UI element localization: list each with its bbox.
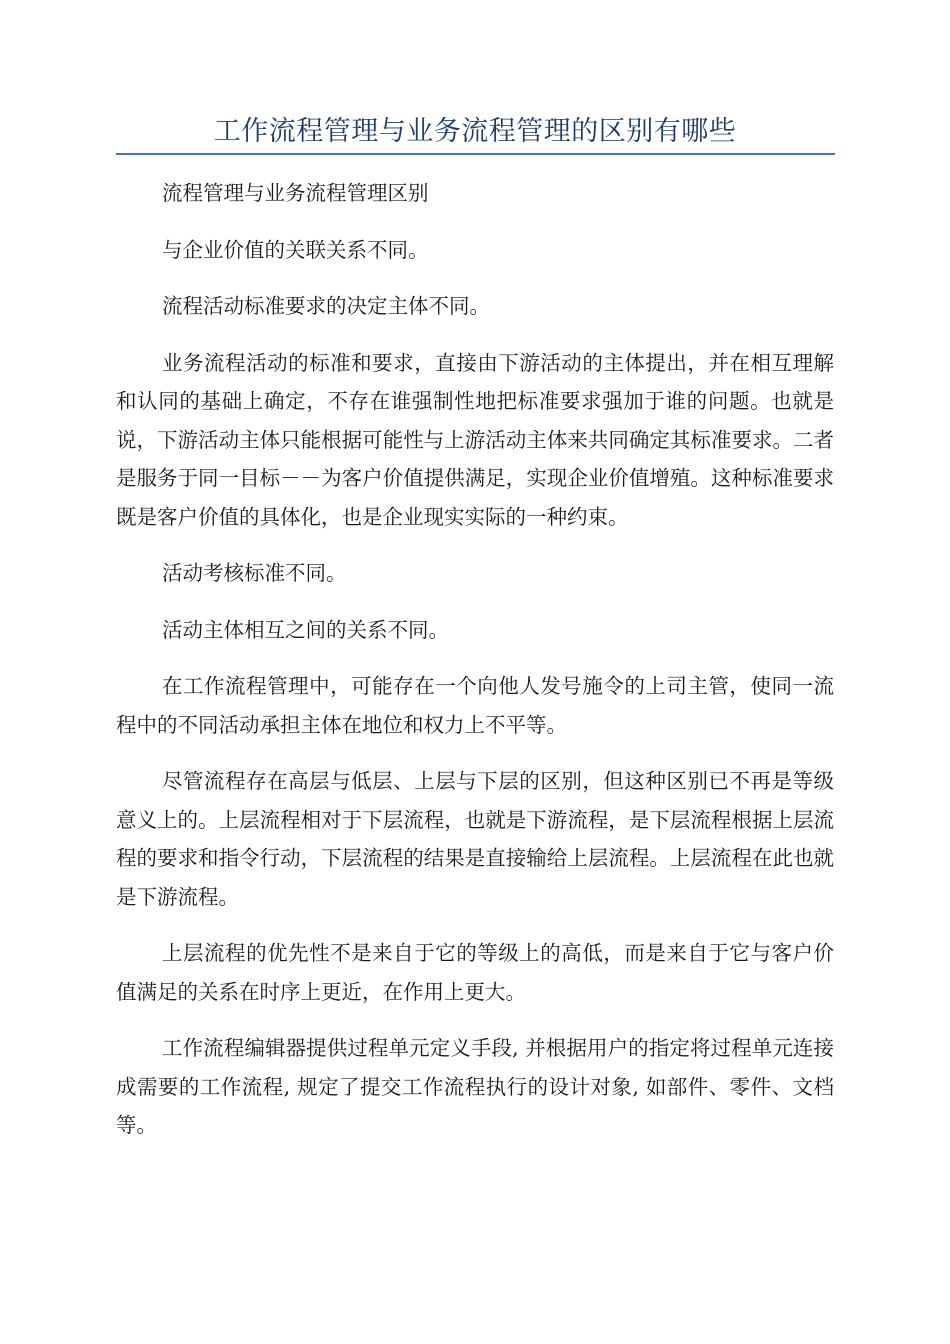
- paragraph: 活动主体相互之间的关系不同。: [162, 617, 449, 642]
- paragraph: 在工作流程管理中，可能存在一个向他人发号施令的上司主管，使同一流程中的不同活动承担主体在地位和权力上不平等。: [116, 674, 834, 737]
- paragraph: 活动考核标准不同。: [162, 561, 347, 585]
- title-underline: [116, 153, 835, 155]
- paragraph: 业务流程活动的标准和要求，直接由下游活动的主体提出，并在相互理解和认同的基础上确定，不存在谁强制性地把标准要求强加于谁的问题。也就是说，下游活动主体只能根据可能性与上游活动主体来共同确定其标准要求。二者是服务于同一目标－－为客户价值提供满足，实现企业价值增殖。这种标准要求既是客户价值的具体化，也是企业现实实际的一种约束。: [116, 350, 834, 529]
- document-body: [116, 174, 834, 1163]
- paragraph: 流程管理与业务流程管理区别: [162, 181, 429, 205]
- paragraph: 尽管流程存在高层与低层、上层与下层的区别，但这种区别已不再是等级意义上的。上层流程相对于下层流程，也就是下游流程，是下层流程根据上层流程的要求和指令行动，下层流程的结果是直接输给上层流程。上层流程在此也就是下游流程。: [116, 769, 834, 909]
- paragraph: 与企业价值的关联关系不同。: [162, 237, 429, 262]
- page-title: 工作流程管理与业务流程管理的区别有哪些: [213, 116, 737, 147]
- paragraph: 上层流程的优先性不是来自于它的等级上的高低，而是来自于它与客户价值满足的关系在时序上更近，在作用上更大。: [116, 941, 834, 1004]
- paragraph: 工作流程编辑器提供过程单元定义手段, 并根据用户的指定将过程单元连接成需要的工作流程, 规定了提交工作流程执行的设计对象, 如部件、零件、文档等。: [116, 1036, 834, 1137]
- paragraph: 流程活动标准要求的决定主体不同。: [162, 294, 490, 318]
